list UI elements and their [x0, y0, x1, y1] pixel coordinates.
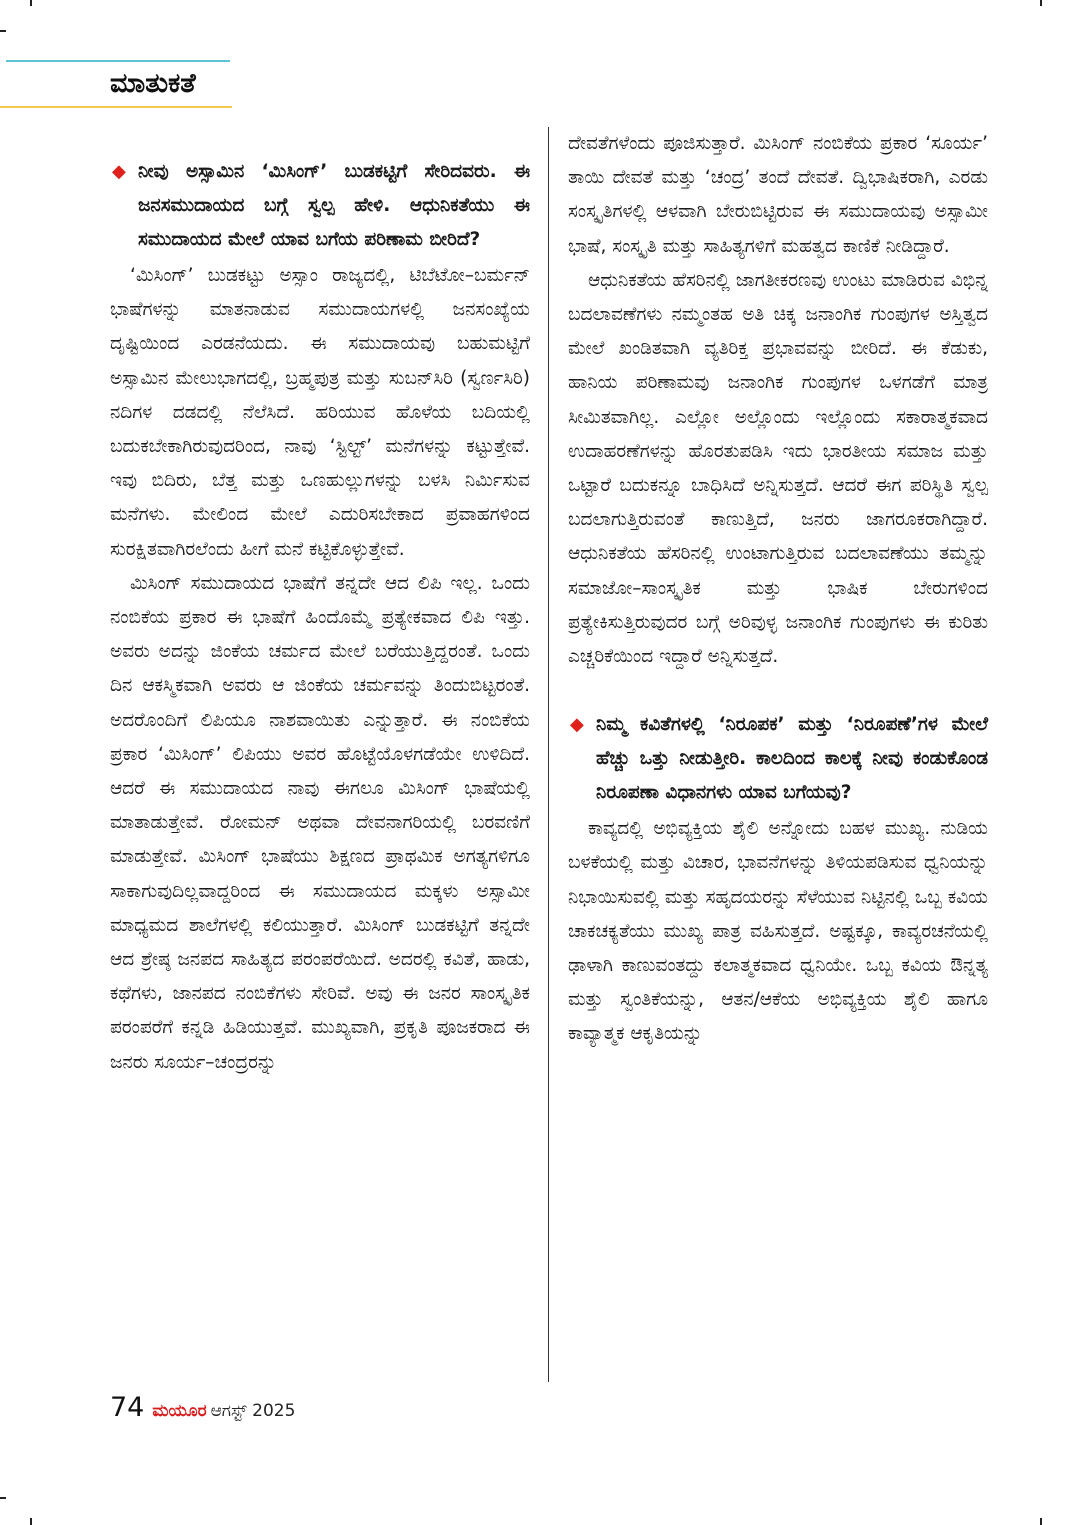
- answer-paragraph: ಕಾವ್ಯದಲ್ಲಿ ಅಭಿವ್ಯಕ್ತಿಯ ಶೈಲಿ ಅನ್ನೋದು ಬಹಳ ಮುಖ್ಯ. ನುಡಿಯ ಬಳಕೆಯಲ್ಲಿ ಮತ್ತು ವಿಚಾರ, ಭಾವನೆಗಳನ್ನು ತಿಳಿಯಪಡಿಸುವ ಧ್ವನಿಯನ್ನು ನಿಭಾಯಿಸುವಲ್ಲಿ ಮತ್ತು ಸಹೃದಯರನ್ನು ಸೆಳೆಯುವ ನಿಟ್ಟಿನಲ್ಲಿ ಒಬ್ಬ ಕವಿಯ ಚಾಕಚಕ್ಯತೆಯು ಮುಖ್ಯ ಪಾತ್ರ ವಹಿಸುತ್ತದೆ. ಅಷ್ಟಕ್ಕೂ, ಕಾವ್ಯರಚನೆಯಲ್ಲಿ ಢಾಳಾಗಿ ಕಾಣುವಂತದ್ದು ಕಲಾತ್ಮಕವಾದ ಧ್ವನಿಯೇ. ಒಬ್ಬ ಕವಿಯ ಔನ್ನತ್ಯ ಮತ್ತು ಸ್ವಂತಿಕೆಯನ್ನು, ಆತನ/ಆಕೆಯ ಅಭಿವ್ಯಕ್ತಿಯ ಶೈಲಿ ಹಾಗೂ ಕಾವ್ಯಾತ್ಮಕ ಆಕೃತಿಯನ್ನು: [568, 818, 988, 1045]
- right-column: [568, 127, 988, 1052]
- answer-paragraph: ಮಿಸಿಂಗ್ ಸಮುದಾಯದ ಭಾಷೆಗೆ ತನ್ನದೇ ಆದ ಲಿಪಿ ಇಲ್ಲ. ಒಂದು ನಂಬಿಕೆಯ ಪ್ರಕಾರ ಈ ಭಾಷೆಗೆ ಹಿಂದೊಮ್ಮೆ ಪ್ರತ್ಯೇಕವಾದ ಲಿಪಿ ಇತ್ತು. ಅವರು ಅದನ್ನು ಜಿಂಕೆಯ ಚರ್ಮದ ಮೇಲೆ ಬರೆಯುತ್ತಿದ್ದರಂತೆ. ಒಂದು ದಿನ ಆಕಸ್ಮಿಕವಾಗಿ ಅವರು ಆ ಜಿಂಕೆಯ ಚರ್ಮವನ್ನು ತಿಂದುಬಿಟ್ಟರಂತೆ. ಅದರೊಂದಿಗೆ ಲಿಪಿಯೂ ನಾಶವಾಯಿತು ಎನ್ನುತ್ತಾರೆ. ಈ ನಂಬಿಕೆಯ ಪ್ರಕಾರ ‘ಮಿಸಿಂಗ್’ ಲಿಪಿಯು ಅವರ ಹೊಟ್ಟೆಯೊಳಗಡೆಯೇ ಉಳಿದಿದೆ. ಆದರೆ ಈ ಸಮುದಾಯದ ನಾವು ಈಗಲೂ ಮಿಸಿಂಗ್ ಭಾಷೆಯಲ್ಲಿ ಮಾತಾಡುತ್ತೇವೆ. ರೋಮನ್ ಅಥವಾ ದೇವನಾಗರಿಯಲ್ಲಿ ಬರವಣಿಗೆ ಮಾಡುತ್ತೇವೆ. ಮಿಸಿಂಗ್ ಭಾಷೆಯು ಶಿಕ್ಷಣದ ಪ್ರಾಥಮಿಕ ಅಗತ್ಯಗಳಿಗೂ ಸಾಕಾಗುವುದಿಲ್ಲವಾದ್ದರಿಂದ ಈ ಸಮುದಾಯದ ಮಕ್ಕಳು ಅಸ್ಸಾಮೀ ಮಾಧ್ಯಮದ ಶಾಲೆಗಳಲ್ಲಿ ಕಲಿಯುತ್ತಾರೆ. ಮಿಸಿಂಗ್ ಬುಡಕಟ್ಟಿಗೆ ತನ್ನದೇ ಆದ ಶ್ರೇಷ್ಠ ಜನಪದ ಸಾಹಿತ್ಯದ ಪರಂಪರೆಯಿದೆ. ಅದರಲ್ಲಿ ಕವಿತೆ, ಹಾಡು, ಕಥೆಗಳು, ಜಾನಪದ ನಂಬಿಕೆಗಳು ಸೇರಿವೆ. ಅವು ಈ ಜನರ ಸಾಂಸ್ಕೃತಿಕ ಪರಂಪರೆಗೆ ಕನ್ನಡಿ ಹಿಡಿಯುತ್ತವೆ. ಮುಖ್ಯವಾಗಿ, ಪ್ರಕೃತಿ ಪೂಜಕರಾದ ಈ ಜನರು ಸೂರ್ಯ–ಚಂದ್ರರನ್ನು: [110, 572, 530, 1073]
- crop-mark: [1040, 0, 1042, 6]
- red-diamond-bullet-icon: ◆: [570, 714, 584, 736]
- section-header: [0, 56, 232, 112]
- crop-mark: [30, 1518, 32, 1525]
- interview-question: [110, 155, 530, 257]
- interview-question: [568, 708, 988, 810]
- issue-date: ಆಗಸ್ಟ್ 2025: [210, 1401, 296, 1421]
- crop-mark: [0, 1497, 6, 1499]
- crop-mark: [1040, 1518, 1042, 1525]
- header-bottom-rule: [0, 106, 232, 108]
- crop-mark: [0, 30, 6, 32]
- crop-mark: [30, 0, 32, 6]
- page-number: 74: [110, 1392, 145, 1423]
- header-top-rule: [6, 60, 230, 62]
- answer-paragraph: ‘ಮಿಸಿಂಗ್’ ಬುಡಕಟ್ಟು ಅಸ್ಸಾಂ ರಾಜ್ಯದಲ್ಲಿ, ಟಿಬೆಟೋ–ಬರ್ಮನ್ ಭಾಷೆಗಳನ್ನು ಮಾತನಾಡುವ ಸಮುದಾಯಗಳಲ್ಲಿ ಜನಸಂಖ್ಯೆಯ ದೃಷ್ಟಿಯಿಂದ ಎರಡನೆಯದು. ಈ ಸಮುದಾಯವು ಬಹುಮಟ್ಟಿಗೆ ಅಸ್ಸಾಮಿನ ಮೇಲುಭಾಗದಲ್ಲಿ, ಬ್ರಹ್ಮಪುತ್ರ ಮತ್ತು ಸುಬನ್‌ಸಿರಿ (ಸ್ವರ್ಣಸಿರಿ) ನದಿಗಳ ದಡದಲ್ಲಿ ನೆಲೆಸಿದೆ. ಹರಿಯುವ ಹೊಳೆಯ ಬದಿಯಲ್ಲಿ ಬದುಕಬೇಕಾಗಿರುವುದರಿಂದ, ನಾವು ‘ಸ್ಟಿಲ್ಟ್’ ಮನೆಗಳನ್ನು ಕಟ್ಟುತ್ತೇವೆ. ಇವು ಬಿದಿರು, ಬೆತ್ತ ಮತ್ತು ಒಣಹುಲ್ಲುಗಳನ್ನು ಬಳಸಿ ನಿರ್ಮಿಸುವ ಮನೆಗಳು. ಮೇಲಿಂದ ಮೇಲೆ ಎದುರಿಸಬೇಕಾದ ಪ್ರವಾಹಗಳಿಂದ ಸುರಕ್ಷಿತವಾಗಿರಲೆಂದು ಹೀಗೆ ಮನೆ ಕಟ್ಟಿಕೊಳ್ಳುತ್ತೇವೆ.: [110, 265, 530, 560]
- red-diamond-bullet-icon: ◆: [112, 161, 126, 182]
- spacer: [568, 674, 988, 708]
- question-text: ನೀವು ಅಸ್ಸಾಮಿನ ‘ಮಿಸಿಂಗ್’ ಬುಡಕಟ್ಟಿಗೆ ಸೇರಿದವರು. ಈ ಜನಸಮುದಾಯದ ಬಗ್ಗೆ ಸ್ವಲ್ಪ ಹೇಳಿ. ಆಧುನಿಕತೆಯು ಈ ಸಮುದಾಯದ ಮೇಲೆ ಯಾವ ಬಗೆಯ ಪರಿಣಾಮ ಬೀರಿದೆ?: [138, 161, 530, 250]
- question-text: ನಿಮ್ಮ ಕವಿತೆಗಳಲ್ಲಿ ‘ನಿರೂಪಕ’ ಮತ್ತು ‘ನಿರೂಪಣೆ’ಗಳ ಮೇಲೆ ಹೆಚ್ಚು ಒತ್ತು ನೀಡುತ್ತೀರಿ. ಕಾಲದಿಂದ ಕಾಲಕ್ಕೆ ನೀವು ಕಂಡುಕೊಂಡ ನಿರೂಪಣಾ ವಿಧಾನಗಳು ಯಾವ ಬಗೆಯವು?: [596, 714, 988, 804]
- page-footer: [110, 1392, 295, 1423]
- answer-paragraph-continued: ದೇವತೆಗಳೆಂದು ಪೂಜಿಸುತ್ತಾರೆ. ಮಿಸಿಂಗ್ ನಂಬಿಕೆಯ ಪ್ರಕಾರ ‘ಸೂರ್ಯ’ ತಾಯಿ ದೇವತೆ ಮತ್ತು ‘ಚಂದ್ರ’ ತಂದೆ ದೇವತೆ. ದ್ವಿಭಾಷಿಕರಾಗಿ, ಎರಡು ಸಂಸ್ಕೃತಿಗಳಲ್ಲಿ ಆಳವಾಗಿ ಬೇರುಬಿಟ್ಟಿರುವ ಈ ಸಮುದಾಯವು ಅಸ್ಸಾಮೀ ಭಾಷೆ, ಸಂಸ್ಕೃತಿ ಮತ್ತು ಸಾಹಿತ್ಯಗಳಿಗೆ ಮಹತ್ವದ ಕಾಣಿಕೆ ನೀಡಿದ್ದಾರೆ.: [568, 133, 988, 257]
- section-title: ಮಾತುಕತೆ: [110, 68, 196, 99]
- answer-paragraph: ಆಧುನಿಕತೆಯ ಹೆಸರಿನಲ್ಲಿ ಜಾಗತೀಕರಣವು ಉಂಟು ಮಾಡಿರುವ ವಿಭಿನ್ನ ಬದಲಾವಣೆಗಳು ನಮ್ಮಂತಹ ಅತಿ ಚಿಕ್ಕ ಜನಾಂಗಿಕ ಗುಂಪುಗಳ ಅಸ್ತಿತ್ವದ ಮೇಲೆ ಖಂಡಿತವಾಗಿ ವ್ಯತಿರಿಕ್ತ ಪ್ರಭಾವವನ್ನು ಬೀರಿದೆ. ಈ ಕೆಡುಕು, ಹಾನಿಯ ಪರಿಣಾಮವು ಜನಾಂಗಿಕ ಗುಂಪುಗಳ ಒಳಗಡೆಗೆ ಮಾತ್ರ ಸೀಮಿತವಾಗಿಲ್ಲ. ಎಲ್ಲೋ ಅಲ್ಲೊಂದು ಇಲ್ಲೊಂದು ಸಕಾರಾತ್ಮಕವಾದ ಉದಾಹರಣೆಗಳನ್ನು ಹೊರತುಪಡಿಸಿ ಇದು ಭಾರತೀಯ ಸಮಾಜ ಮತ್ತು ಒಟ್ಟಾರೆ ಬದುಕನ್ನೂ ಬಾಧಿಸಿದೆ ಅನ್ನಿಸುತ್ತದೆ. ಆದರೆ ಈಗ ಪರಿಸ್ಥಿತಿ ಸ್ವಲ್ಪ ಬದಲಾಗುತ್ತಿರುವಂತೆ ಕಾಣುತ್ತಿದೆ, ಜನರು ಜಾಗರೂಕರಾಗಿದ್ದಾರೆ. ಆಧುನಿಕತೆಯ ಹೆಸರಿನಲ್ಲಿ ಉಂಟಾಗುತ್ತಿರುವ ಬದಲಾವಣೆಯು ತಮ್ಮನ್ನು ಸಮಾಜೋ–ಸಾಂಸ್ಕೃತಿಕ ಮತ್ತು ಭಾಷಿಕ ಬೇರುಗಳಿಂದ ಪ್ರತ್ಯೇಕಿಸುತ್ತಿರುವುದರ ಬಗ್ಗೆ ಅರಿವುಳ್ಳ ಜನಾಂಗಿಕ ಗುಂಪುಗಳು ಈ ಕುರಿತು ಎಚ್ಚರಿಕೆಯಿಂದ ಇದ್ದಾರೆ ಅನ್ನಿಸುತ್ತದೆ.: [568, 269, 988, 668]
- left-column: [110, 155, 530, 1080]
- column-divider: [548, 127, 549, 1382]
- magazine-name: ಮಯೂರ: [152, 1401, 207, 1421]
